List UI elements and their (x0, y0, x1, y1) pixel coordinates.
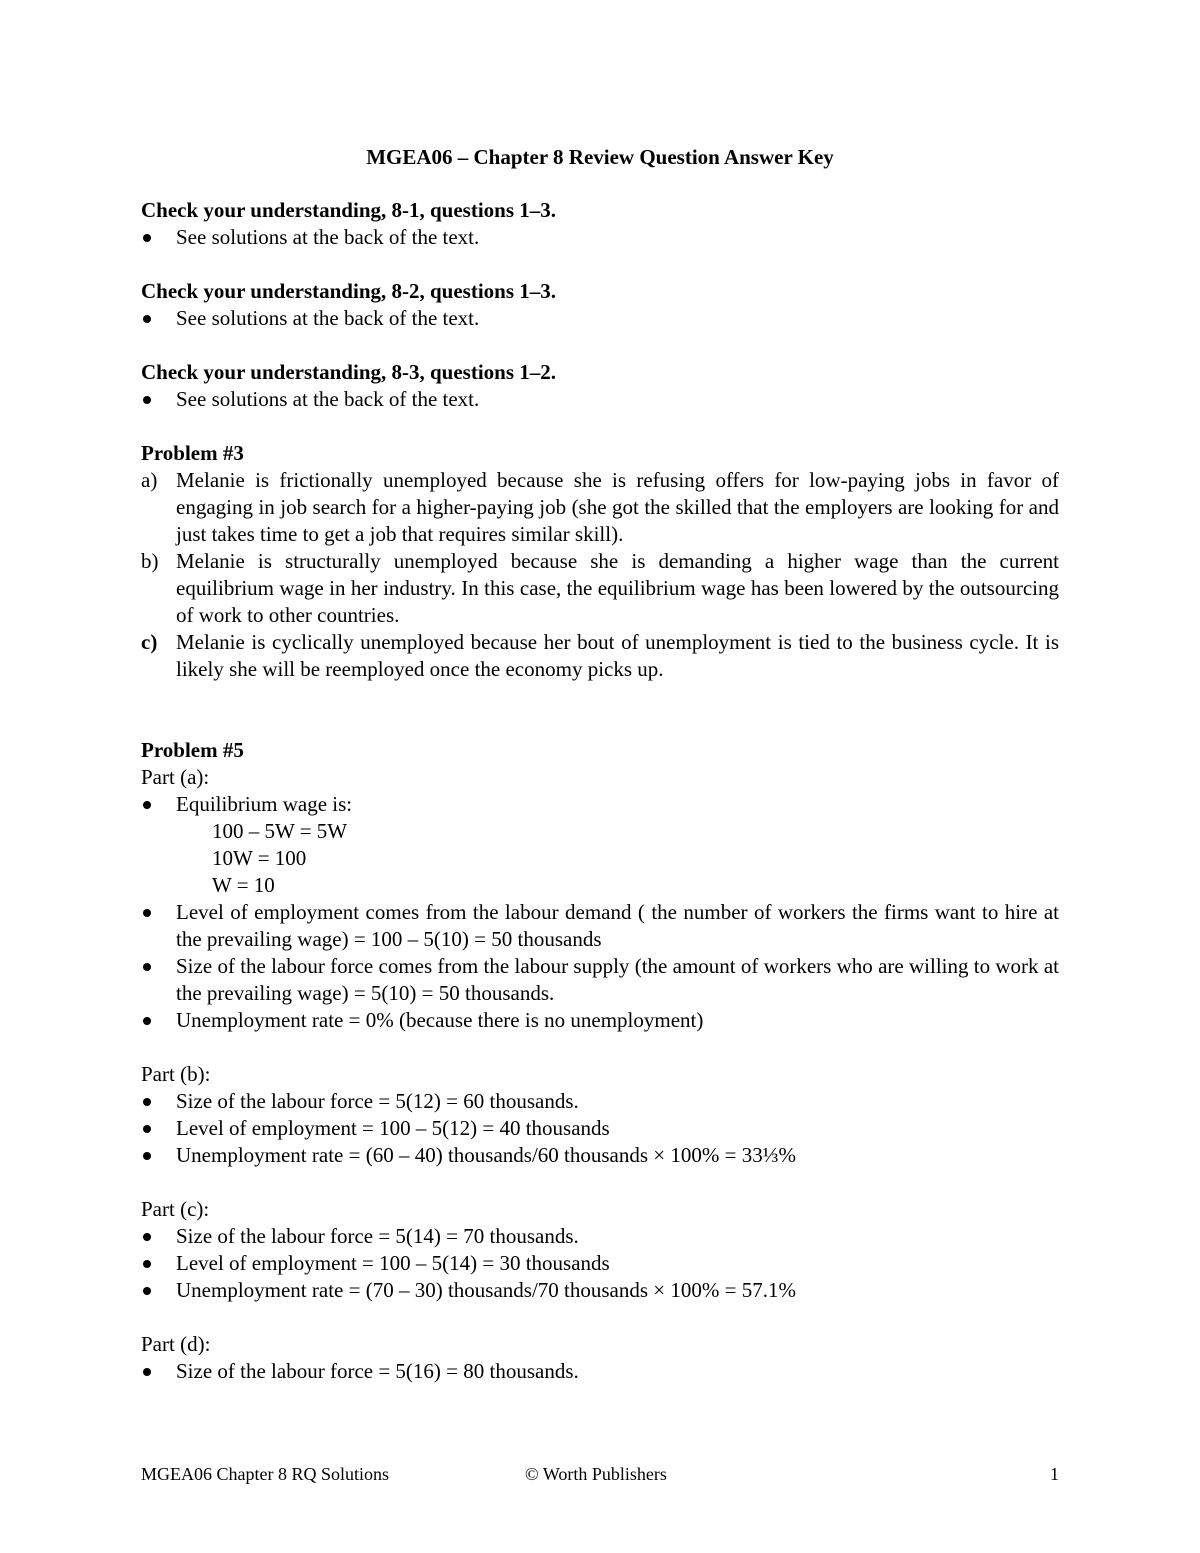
equation-line: 10W = 100 (212, 846, 307, 870)
item-marker: a) (141, 468, 158, 492)
problem-3-heading: Problem #3 (141, 441, 244, 465)
list-item-text: See solutions at the back of the text. (176, 306, 480, 330)
item-text: Melanie is frictionally unemployed because she is refusing offers for low-paying jobs in favor of engaging in job search for a higher-paying job (she got the skilled that the employers are looking for and just takes time to get a job that requires similar skill). (176, 468, 1059, 546)
check-section-8-3 (141, 359, 1059, 413)
part-c-label: Part (c): (141, 1197, 210, 1221)
list-item (141, 1250, 1059, 1277)
list-item (141, 899, 1059, 953)
equation-line: 100 – 5W = 5W (212, 819, 348, 843)
answer-item-b (141, 548, 1059, 629)
answer-item-a (141, 467, 1059, 548)
spacer (141, 1169, 1059, 1196)
list-item-text: Size of the labour force comes from the labour supply (the amount of workers who are willing to work at the prevailing wage) = 5(10) = 50 thousands. (176, 954, 1059, 1005)
item-text: Melanie is cyclically unemployed because her bout of unemployment is tied to the business cycle. It is likely she will be reemployed once the economy picks up. (176, 630, 1059, 681)
problem-5-heading: Problem #5 (141, 738, 244, 762)
check-section-8-2 (141, 278, 1059, 332)
list-item (141, 1007, 1059, 1034)
list-item (141, 1115, 1059, 1142)
list-item (141, 305, 1059, 332)
list-item-text: Level of employment = 100 – 5(14) = 30 thousands (176, 1251, 610, 1275)
page-footer (141, 1461, 1059, 1488)
list-item (141, 1088, 1059, 1115)
list-item-text: Size of the labour force = 5(12) = 60 thousands. (176, 1089, 579, 1113)
list-item-text: Unemployment rate = (60 – 40) thousands/60 thousands × 100% = 33⅓% (176, 1143, 796, 1167)
spacer (141, 1304, 1059, 1331)
check-section-8-1 (141, 197, 1059, 251)
list-item (141, 791, 1059, 818)
section-heading: Check your understanding, 8-1, questions 1–3. (141, 198, 557, 222)
list-item (141, 1277, 1059, 1304)
item-text: Melanie is structurally unemployed because she is demanding a higher wage than the current equilibrium wage in her industry. In this case, the equilibrium wage has been lowered by the outsourcing of work to other countries. (176, 549, 1059, 627)
spacer (141, 1034, 1059, 1061)
list-item (141, 386, 1059, 413)
list-item-text: Size of the labour force = 5(16) = 80 thousands. (176, 1359, 579, 1383)
list-item-text: Unemployment rate = 0% (because there is no unemployment) (176, 1008, 704, 1032)
equation-line: W = 10 (212, 873, 275, 897)
problem-5-section (141, 737, 1059, 1385)
problem-3-section (141, 440, 1059, 683)
list-item (141, 1223, 1059, 1250)
answer-item-c (141, 629, 1059, 683)
list-item-text: Level of employment = 100 – 5(12) = 40 thousands (176, 1116, 610, 1140)
list-item-text: Level of employment comes from the labour demand ( the number of workers the firms want to hire at the prevailing wage) = 100 – 5(10) = 50 thousands (176, 900, 1059, 951)
list-item-text: See solutions at the back of the text. (176, 225, 480, 249)
list-item (141, 953, 1059, 1007)
list-item-text: Unemployment rate = (70 – 30) thousands/70 thousands × 100% = 57.1% (176, 1278, 796, 1302)
footer-publisher: © Worth Publishers (525, 1464, 667, 1484)
list-item (141, 1358, 1059, 1385)
list-item-text: Equilibrium wage is: (176, 792, 353, 816)
page-number: 1 (1050, 1464, 1059, 1484)
list-item-text: See solutions at the back of the text. (176, 387, 480, 411)
list-item (141, 1142, 1059, 1169)
document-title: MGEA06 – Chapter 8 Review Question Answer Key (366, 145, 834, 169)
list-item-text: Size of the labour force = 5(14) = 70 thousands. (176, 1224, 579, 1248)
part-d-label: Part (d): (141, 1332, 211, 1356)
footer-course-label: MGEA06 Chapter 8 RQ Solutions (141, 1464, 390, 1484)
section-heading: Check your understanding, 8-3, questions 1–2. (141, 360, 557, 384)
list-item (141, 224, 1059, 251)
part-a-label: Part (a): (141, 765, 210, 789)
part-b-label: Part (b): (141, 1062, 211, 1086)
section-heading: Check your understanding, 8-2, questions 1–3. (141, 279, 557, 303)
item-marker: c) (141, 630, 158, 654)
item-marker: b) (141, 549, 159, 573)
